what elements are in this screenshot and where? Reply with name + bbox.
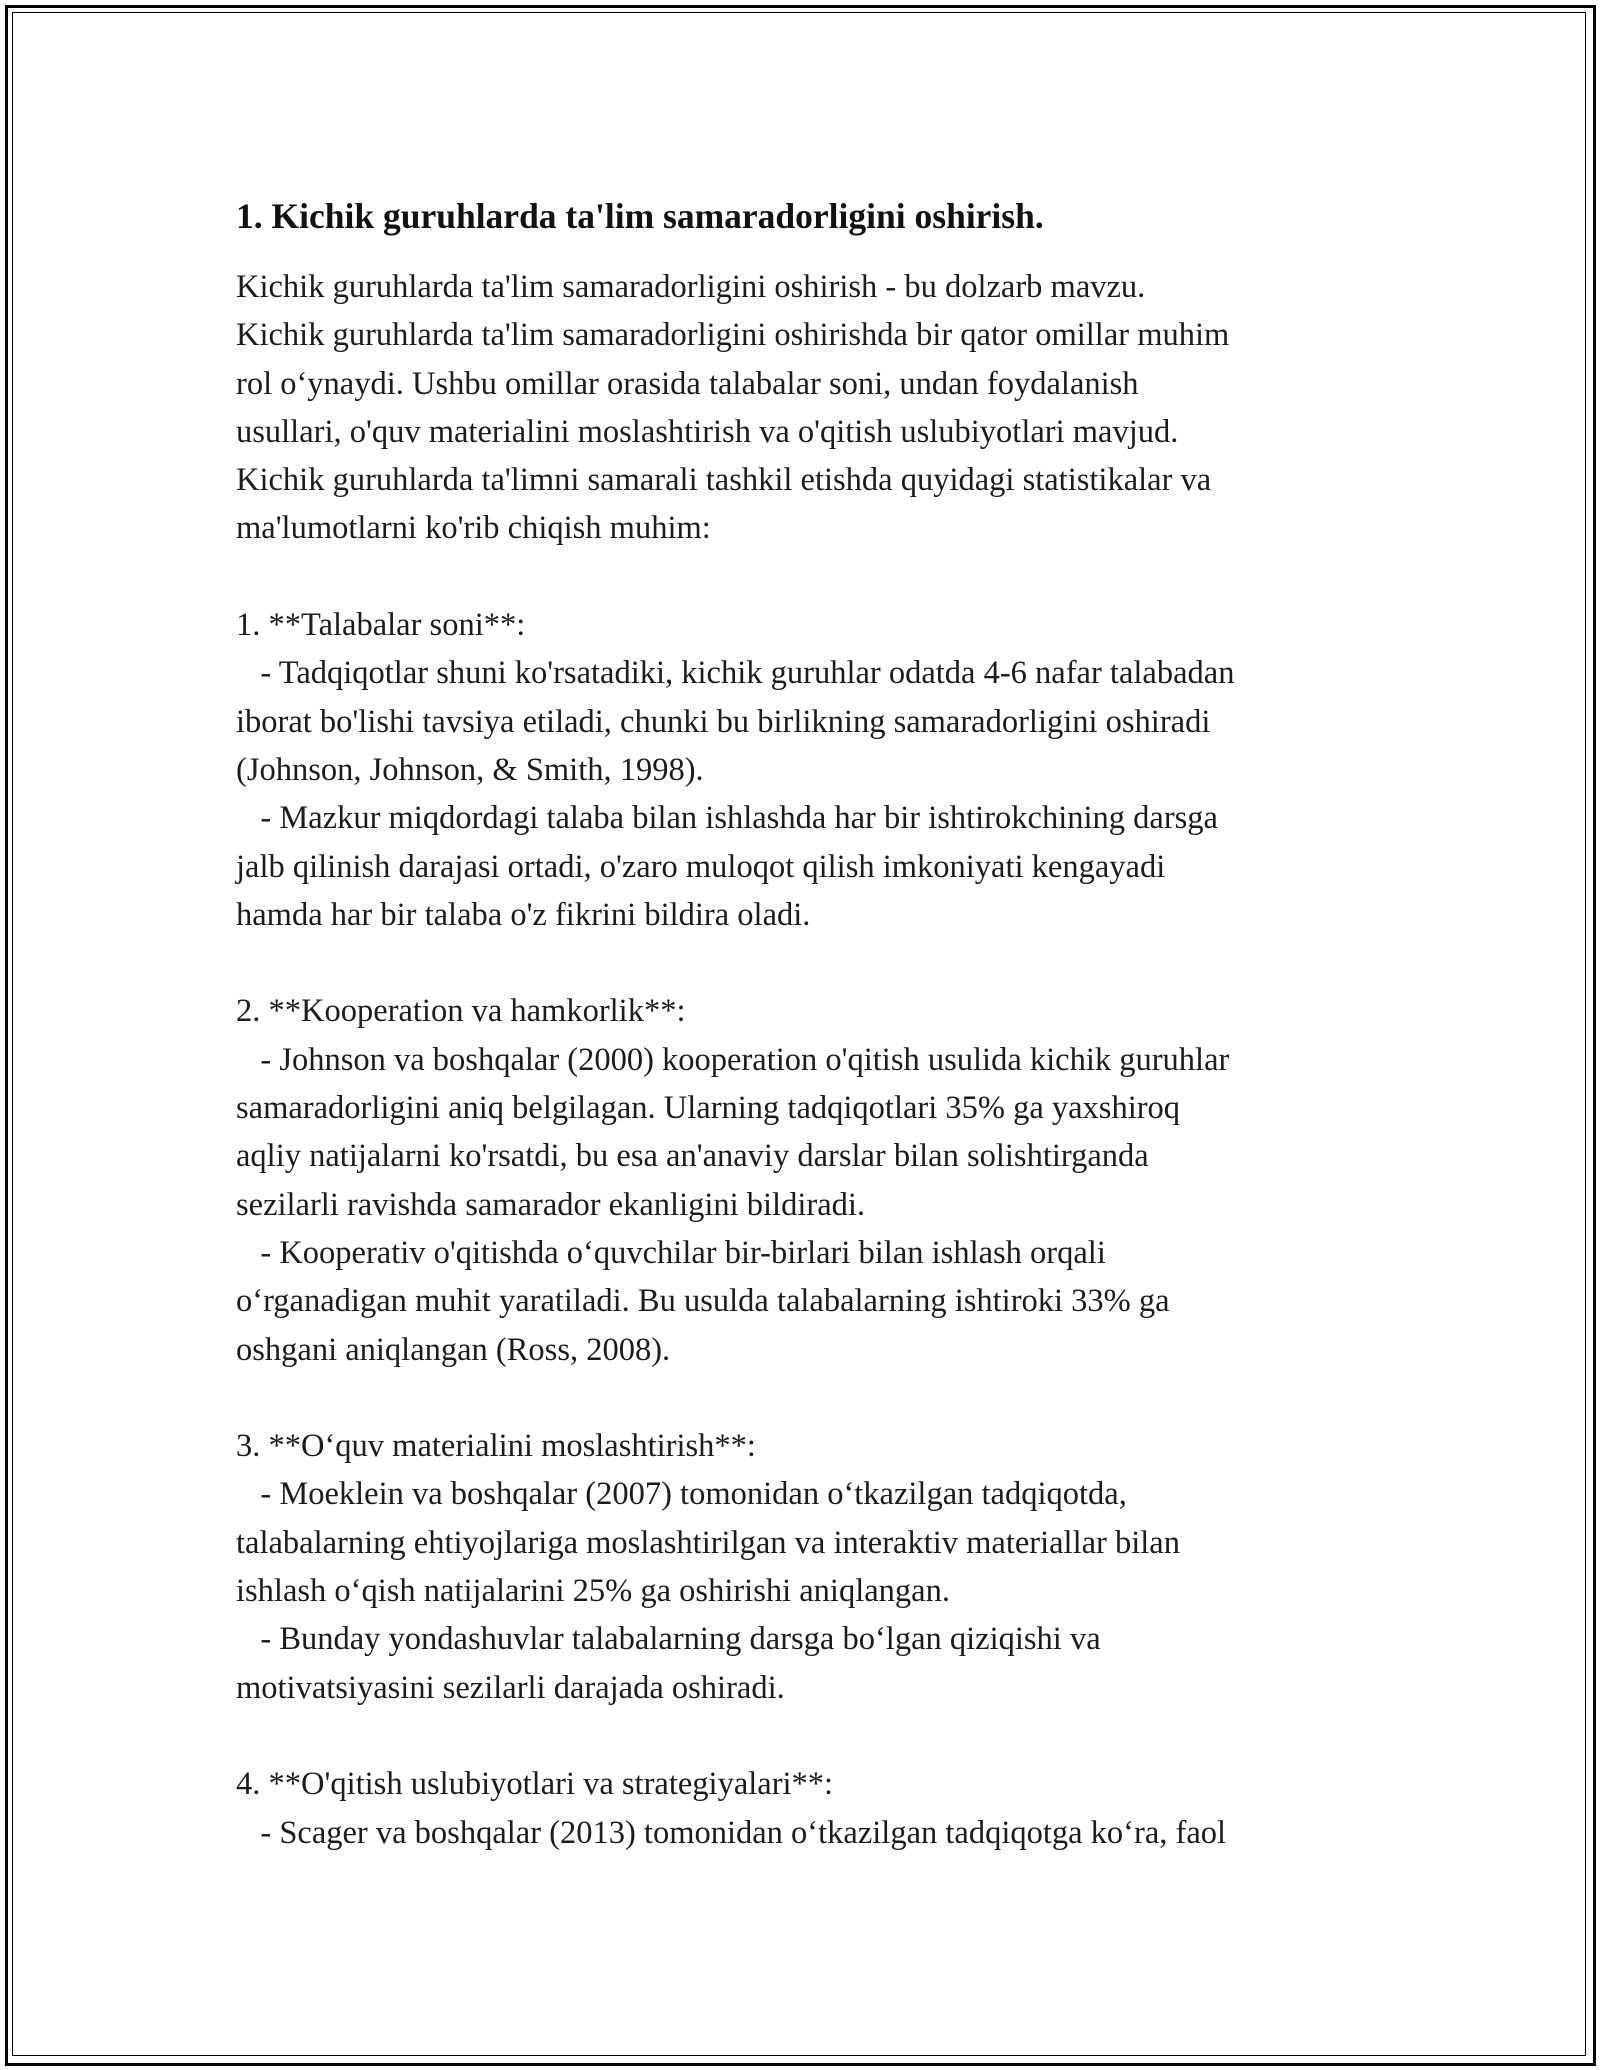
blank-line <box>236 553 1386 601</box>
text-line: Kichik guruhlarda ta'lim samaradorligini oshirishda bir qator omillar muhim <box>236 317 1230 354</box>
text-line: - Mazkur miqdordagi talaba bilan ishlashda har bir ishtirokchining darsga <box>236 800 1218 837</box>
text-line: - Scager va boshqalar (2013) tomonidan o‘tkazilgan tadqiqotga ko‘ra, faol <box>236 1814 1227 1851</box>
text-line: - Moeklein va boshqalar (2007) tomonidan o‘tkazilgan tadqiqotda, <box>236 1476 1127 1513</box>
text-line: talabalarning ehtiyojlariga moslashtirilgan va interaktiv materiallar bilan <box>236 1524 1180 1561</box>
text-line: (Johnson, Johnson, & Smith, 1998). <box>236 751 704 788</box>
blank-line <box>236 1712 1386 1760</box>
blank-line <box>236 939 1386 987</box>
text-line: 4. **O'qitish uslubiyotlari va strategiyalari**: <box>236 1766 834 1803</box>
text-line: usullari, o'quv materialini moslashtirish va o'qitish uslubiyotlari mavjud. <box>236 413 1179 450</box>
document-title: 1. Kichik guruhlarda ta'lim samaradorligini oshirish. <box>236 196 1044 236</box>
text-line: oshgani aniqlangan (Ross, 2008). <box>236 1331 671 1368</box>
text-line: samaradorligini aniq belgilagan. Ularning tadqiqotlari 35% ga yaxshiroq <box>236 1090 1181 1127</box>
text-line: hamda har bir talaba o'z fikrini bildira oladi. <box>236 896 811 933</box>
text-line: iborat bo'lishi tavsiya etiladi, chunki bu birlikning samaradorligini oshiradi <box>236 703 1211 740</box>
text-line: 3. **O‘quv materialini moslashtirish**: <box>236 1428 756 1465</box>
blank-line <box>236 1374 1386 1422</box>
text-line: rol o‘ynaydi. Ushbu omillar orasida talabalar soni, undan foydalanish <box>236 365 1139 402</box>
text-line: - Bunday yondashuvlar talabalarning darsga bo‘lgan qiziqishi va <box>236 1621 1101 1658</box>
text-line: sezilarli ravishda samarador ekanligini bildiradi. <box>236 1186 866 1223</box>
text-line: aqliy natijalarni ko'rsatdi, bu esa an'anaviy darslar bilan solishtirganda <box>236 1138 1149 1175</box>
document-body <box>236 263 1386 1857</box>
text-line: - Kooperativ o'qitishda o‘quvchilar bir-birlari bilan ishlash orqali <box>236 1234 1106 1271</box>
text-line: jalb qilinish darajasi ortadi, o'zaro muloqot qilish imkoniyati kengayadi <box>236 848 1166 885</box>
text-line: - Johnson va boshqalar (2000) kooperation o'qitish usulida kichik guruhlar <box>236 1041 1230 1078</box>
text-line: motivatsiyasini sezilarli darajada oshiradi. <box>236 1669 785 1706</box>
text-line: Kichik guruhlarda ta'lim samaradorligini oshirish - bu dolzarb mavzu. <box>236 269 1146 305</box>
text-line: 2. **Kooperation va hamkorlik**: <box>236 993 686 1030</box>
text-line: o‘rganadigan muhit yaratiladi. Bu usulda talabalarning ishtiroki 33% ga <box>236 1283 1170 1320</box>
text-line: Kichik guruhlarda ta'limni samarali tashkil etishda quyidagi statistikalar va <box>236 462 1212 499</box>
text-line: ishlash o‘qish natijalarini 25% ga oshirishi aniqlangan. <box>236 1573 950 1610</box>
text-line: 1. **Talabalar soni**: <box>236 607 526 644</box>
text-line: ma'lumotlarni ko'rib chiqish muhim: <box>236 510 711 547</box>
text-line: - Tadqiqotlar shuni ko'rsatadiki, kichik guruhlar odatda 4-6 nafar talabadan <box>236 655 1235 692</box>
document-page <box>236 186 1386 1857</box>
